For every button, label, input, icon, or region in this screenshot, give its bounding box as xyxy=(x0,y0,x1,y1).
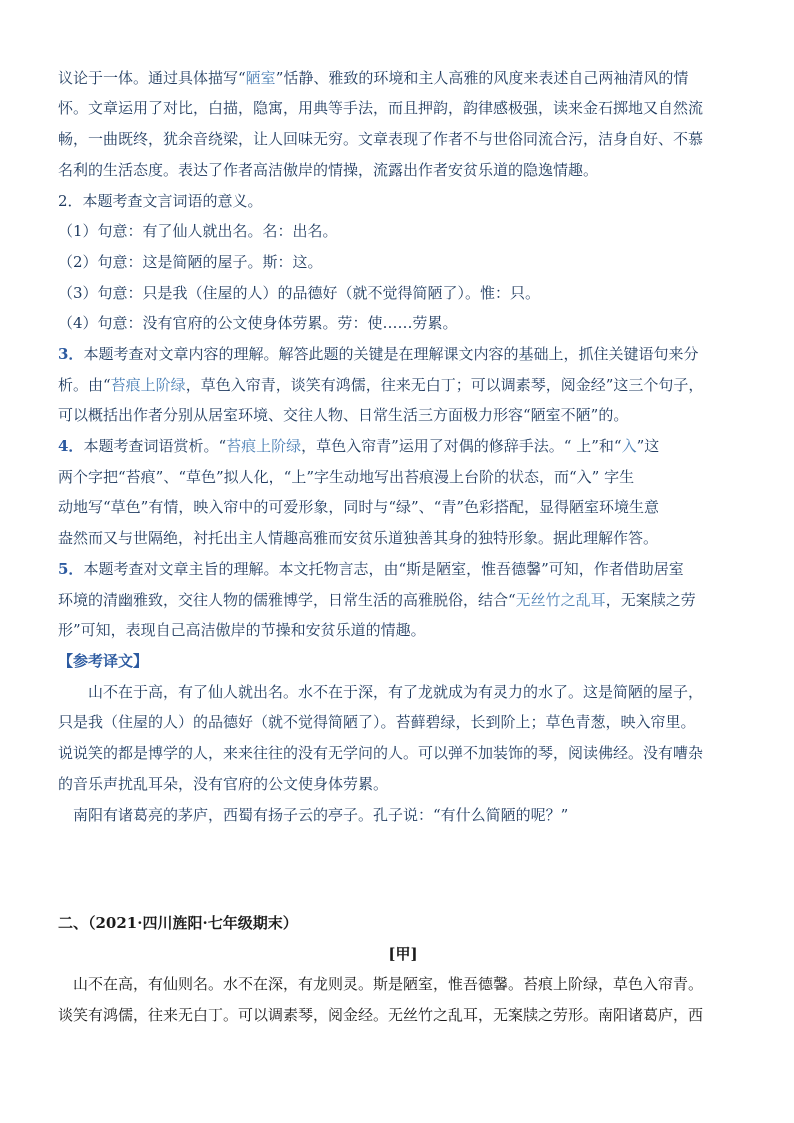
question-3-line: 可以概括出作者分别从居室环境、交往人物、日常生活三方面极力形容“陋室不陋”的。 xyxy=(58,406,629,424)
question-4-line: 两个字把“苔痕”、“草色”拟人化，“上”字生动地写出苔痕漫上台阶的状态，而“入” 字生 xyxy=(58,468,635,486)
question-2-title: 2．本题考查文言词语的意义。 xyxy=(58,192,263,210)
analysis-line: 畅，一曲既终，犹余音绕梁，让人回味无穷。文章表现了作者不与世俗同流合污，洁身自好、不慕 xyxy=(58,130,704,148)
question-5-line: 5．本题考查对文章主旨的理解。本文托物言志，由“斯是陋室，惟吾德馨”可知，作者借助居室 xyxy=(58,560,684,578)
translation-line: 南阳有诸葛亮的茅庐，西蜀有扬子云的亭子。孔子说：“有什么简陋的呢？” xyxy=(73,806,569,824)
question-2-item: （4）句意：没有官府的公文使身体劳累。劳：使……劳累。 xyxy=(58,314,458,332)
translation-line: 只是我（住屋的人）的品德好（就不觉得简陋了）。苔藓碧绿，长到阶上；草色青葱，映入帘里。 xyxy=(58,713,696,731)
translation-heading: 【参考译文】 xyxy=(58,652,149,670)
question-4-line: 盎然而又与世隔绝，衬托出主人情趣高雅而安贫乐道独善其身的独特形象。据此理解作答。 xyxy=(58,529,659,547)
question-2-item: （3）句意：只是我（住屋的人）的品德好（就不觉得简陋了）。惟：只。 xyxy=(58,284,541,302)
question-4-line: 4．本题考查词语赏析。“苔痕上阶绿，草色入帘青”运用了对偶的修辞手法。“ 上”和“入”这 xyxy=(58,437,660,455)
translation-line: 山不在于高，有了仙人就出名。水不在于深，有了龙就成为有灵力的水了。这是简陋的屋子， xyxy=(88,683,704,701)
translation-line: 的音乐声扰乱耳朵，没有官府的公文使身体劳累。 xyxy=(58,775,389,793)
analysis-line: 名利的生活态度。表达了作者高洁傲岸的情操，流露出作者安贫乐道的隐逸情趣。 xyxy=(58,161,599,179)
question-5-line: 形”可知，表现自己高洁傲岸的节操和安贫乐道的情趣。 xyxy=(58,621,426,639)
analysis-line: 怀。文章运用了对比，白描，隐寓，用典等手法，而且押韵，韵律感极强，读来金石掷地又自然流 xyxy=(58,99,704,117)
analysis-line: 议论于一体。通过具体描写“陋室”恬静、雅致的环境和主人高雅的风度来表述自己两袖清风的情 xyxy=(58,69,689,87)
question-2-item: （2）句意：这是简陋的屋子。斯：这。 xyxy=(58,253,323,271)
question-3-line: 析。由“苔痕上阶绿，草色入帘青，谈笑有鸿儒，往来无白丁；可以调素琴，阅金经”这三个句子， xyxy=(58,376,704,394)
question-4-line: 动地写“草色”有情，映入帘中的可爱形象，同时与“绿”、“青”色彩搭配，显得陋室环境生意 xyxy=(58,498,660,516)
original-text-line: 谈笑有鸿儒，往来无白丁。可以调素琴，阅金经。无丝竹之乱耳，无案牍之劳形。南阳诸葛庐，西 xyxy=(58,1006,704,1024)
section-2-title: 二、（2021·四川旌阳·七年级期末） xyxy=(58,914,298,932)
question-3-line: 3．本题考查对文章内容的理解。解答此题的关键是在理解课文内容的基础上，抓住关键语句来分 xyxy=(58,345,699,363)
section-2-subtitle: [甲] xyxy=(388,945,418,963)
translation-line: 说说笑的都是博学的人，来来往往的没有无学问的人。可以弹不加装饰的琴，阅读佛经。没有嘈杂 xyxy=(58,744,704,762)
question-2-item: （1）句意：有了仙人就出名。名：出名。 xyxy=(58,222,338,240)
question-5-line: 环境的清幽雅致，交往人物的儒雅博学，日常生活的高雅脱俗，结合“无丝竹之乱耳，无案牍之劳 xyxy=(58,591,696,609)
original-text-line: 山不在高，有仙则名。水不在深，有龙则灵。斯是陋室，惟吾德馨。苔痕上阶绿，草色入帘青。 xyxy=(73,975,704,993)
